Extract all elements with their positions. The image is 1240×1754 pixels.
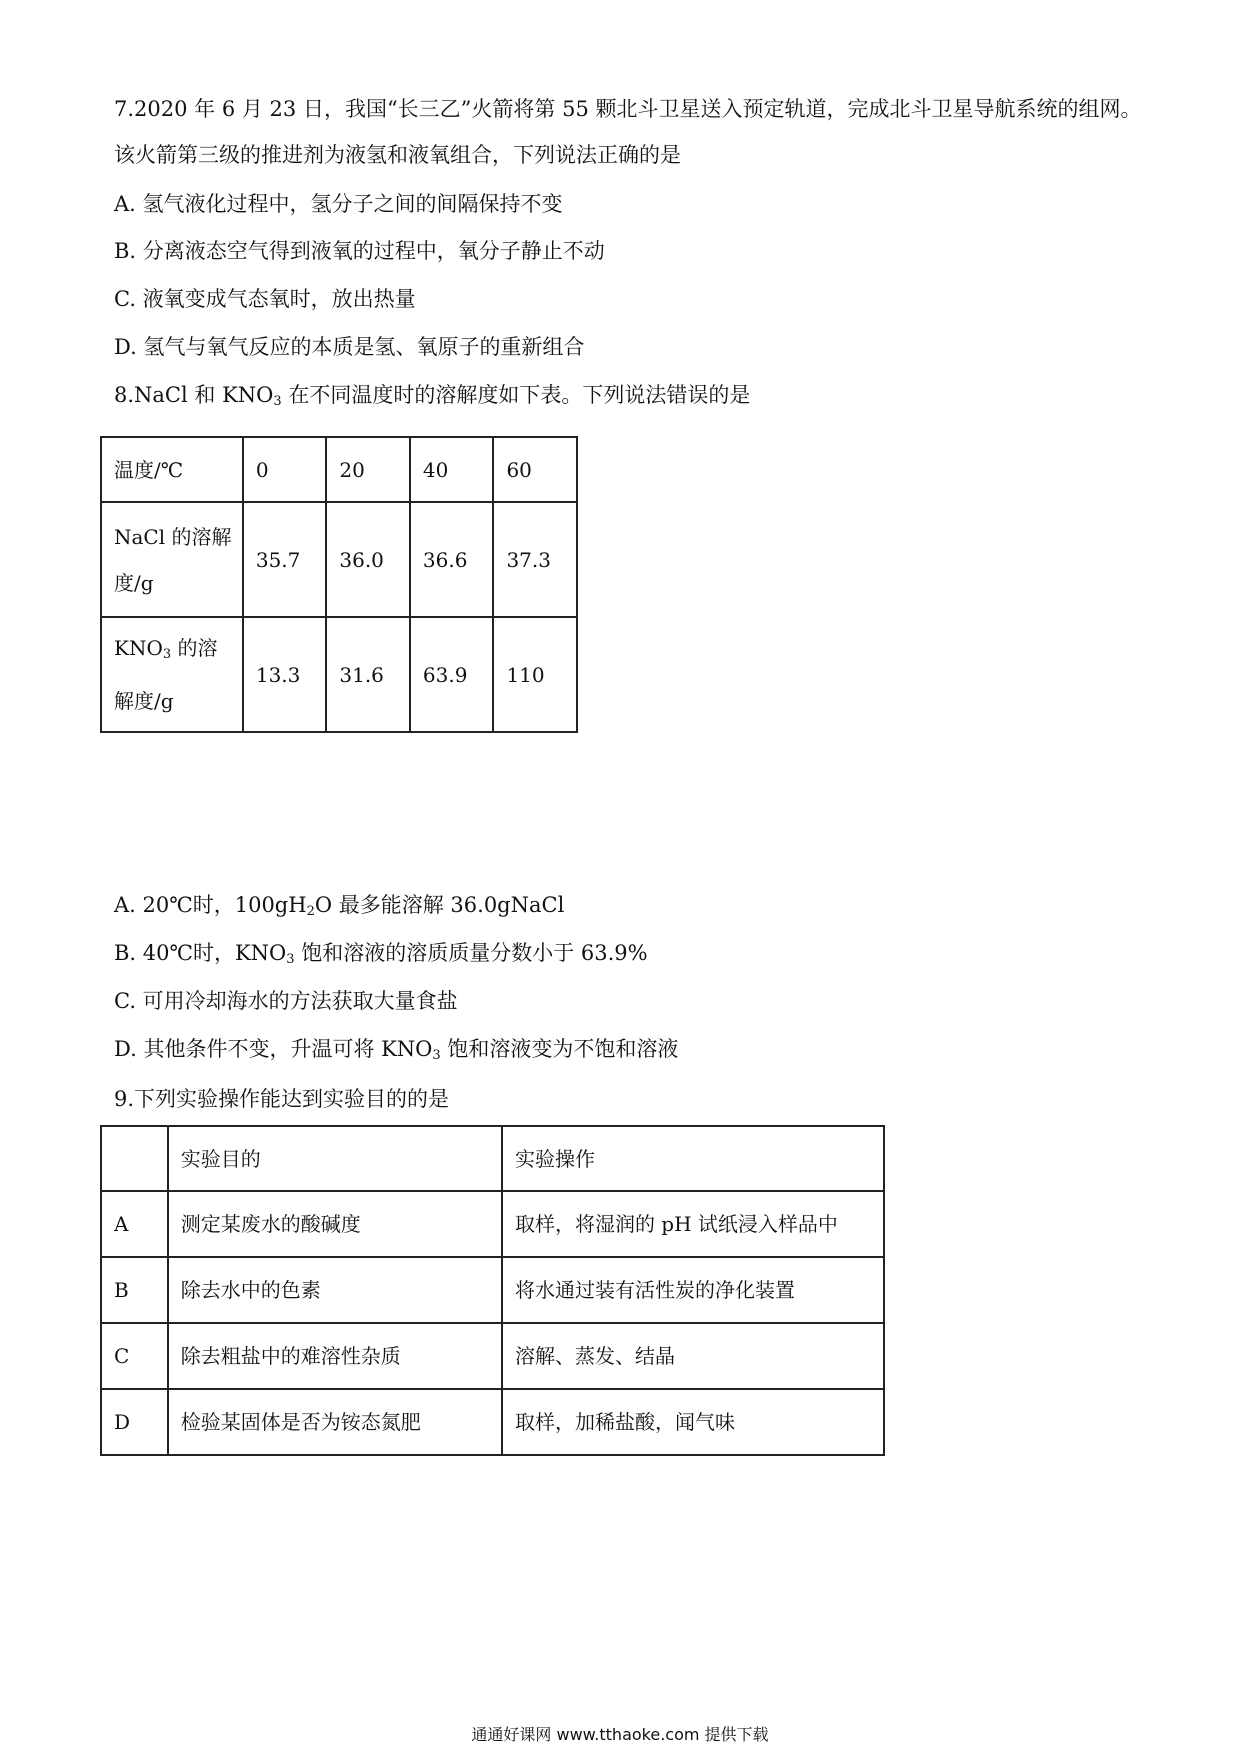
kno3-label-sub: 3: [162, 647, 172, 662]
nacl-label-line-2: 度/g: [114, 570, 154, 595]
q8-stem-pre: 8.NaCl 和 KNO: [114, 383, 274, 407]
kno3-label-cell: [101, 617, 243, 732]
kno3-label-line-1: [114, 625, 242, 678]
q8-stem-sub: 3: [273, 394, 282, 409]
table-header-cell: 0: [243, 437, 327, 502]
q9-stem: 9.下列实验操作能达到实验目的的是: [114, 1087, 450, 1111]
table-cell: 检验某固体是否为铵态氮肥: [168, 1389, 502, 1455]
table-header-cell: 实验操作: [502, 1126, 884, 1191]
table-row: [101, 617, 577, 732]
q8-option-a: [114, 890, 564, 927]
q8-option-b: [114, 938, 648, 975]
q7-option-b: B. 分离液态空气得到液氧的过程中，氧分子静止不动: [114, 239, 605, 263]
q8-option-d-post: 饱和溶液变为不饱和溶液: [440, 1037, 679, 1061]
table-cell: 110: [493, 617, 577, 732]
table-row: [101, 437, 577, 502]
table-cell: 36.6: [410, 502, 494, 617]
q8-option-a-post: O 最多能溶解 36.0gNaCl: [314, 893, 565, 917]
nacl-label-cell: [101, 502, 243, 617]
kno3-label-line-2: 解度/g: [114, 689, 174, 713]
q8-option-d-sub: 3: [432, 1048, 441, 1063]
kno3-label-pre: KNO: [114, 636, 163, 660]
table-cell: 35.7: [243, 502, 327, 617]
table-row: [101, 1191, 884, 1257]
table-header-cell: 60: [493, 437, 577, 502]
q7-option-d: D. 氢气与氧气反应的本质是氢、氧原子的重新组合: [114, 335, 585, 359]
table-cell: 取样，将湿润的 pH 试纸浸入样品中: [502, 1191, 884, 1257]
table-cell: 除去粗盐中的难溶性杂质: [168, 1323, 502, 1389]
table-cell: 37.3: [493, 502, 577, 617]
table-row: [101, 1126, 884, 1191]
table-row: [101, 1389, 884, 1455]
table-cell: 溶解、蒸发、结晶: [502, 1323, 884, 1389]
nacl-label-line-1: NaCl 的溶解: [114, 524, 232, 549]
table-cell: 测定某废水的酸碱度: [168, 1191, 502, 1257]
q8-option-b-sub: 3: [286, 952, 295, 967]
q8-option-b-pre: B. 40℃时，KNO: [114, 941, 287, 965]
q7-stem-line-1: 7.2020 年 6 月 23 日，我国“长三乙”火箭将第 55 颗北斗卫星送入预定轨道，完成北斗卫星导航系统的组网。: [114, 97, 1142, 121]
table-cell: 31.6: [326, 617, 410, 732]
page-footer: 通通好课网 www.tthaoke.com 提供下载: [471, 1725, 769, 1744]
q7-option-c: C. 液氧变成气态氧时，放出热量: [114, 287, 416, 311]
q8-option-a-pre: A. 20℃时，100gH: [114, 893, 307, 917]
q7-stem-line-2: 该火箭第三级的推进剂为液氢和液氧组合，下列说法正确的是: [114, 143, 681, 167]
table-cell: C: [101, 1323, 168, 1389]
q8-stem: [114, 380, 750, 417]
q8-option-a-sub: 2: [306, 904, 315, 919]
table-cell: D: [101, 1389, 168, 1455]
q8-option-b-post: 饱和溶液的溶质质量分数小于 63.9%: [294, 941, 648, 965]
q8-option-d-pre: D. 其他条件不变，升温可将 KNO: [114, 1037, 433, 1061]
table-cell: 13.3: [243, 617, 327, 732]
q8-option-d: [114, 1034, 678, 1071]
table-row: [101, 502, 577, 617]
table-cell: B: [101, 1257, 168, 1323]
table-cell: 取样，加稀盐酸，闻气味: [502, 1389, 884, 1455]
table-cell: 36.0: [326, 502, 410, 617]
q7-option-a: A. 氢气液化过程中，氢分子之间的间隔保持不变: [114, 192, 563, 216]
table-row: [101, 1257, 884, 1323]
table-header-cell: 实验目的: [168, 1126, 502, 1191]
experiment-table: [100, 1125, 885, 1456]
q8-stem-post: 在不同温度时的溶解度如下表。下列说法错误的是: [281, 383, 751, 407]
kno3-label-post: 的溶: [171, 636, 218, 660]
table-cell: 除去水中的色素: [168, 1257, 502, 1323]
table-cell: 63.9: [410, 617, 494, 732]
q8-option-c: C. 可用冷却海水的方法获取大量食盐: [114, 989, 458, 1013]
table-header-cell: 40: [410, 437, 494, 502]
table-cell: A: [101, 1191, 168, 1257]
table-header-cell: 温度/℃: [101, 437, 243, 502]
table-row: [101, 1323, 884, 1389]
solubility-table: [100, 436, 578, 733]
table-header-cell: 20: [326, 437, 410, 502]
table-cell: 将水通过装有活性炭的净化装置: [502, 1257, 884, 1323]
table-header-cell: [101, 1126, 168, 1191]
